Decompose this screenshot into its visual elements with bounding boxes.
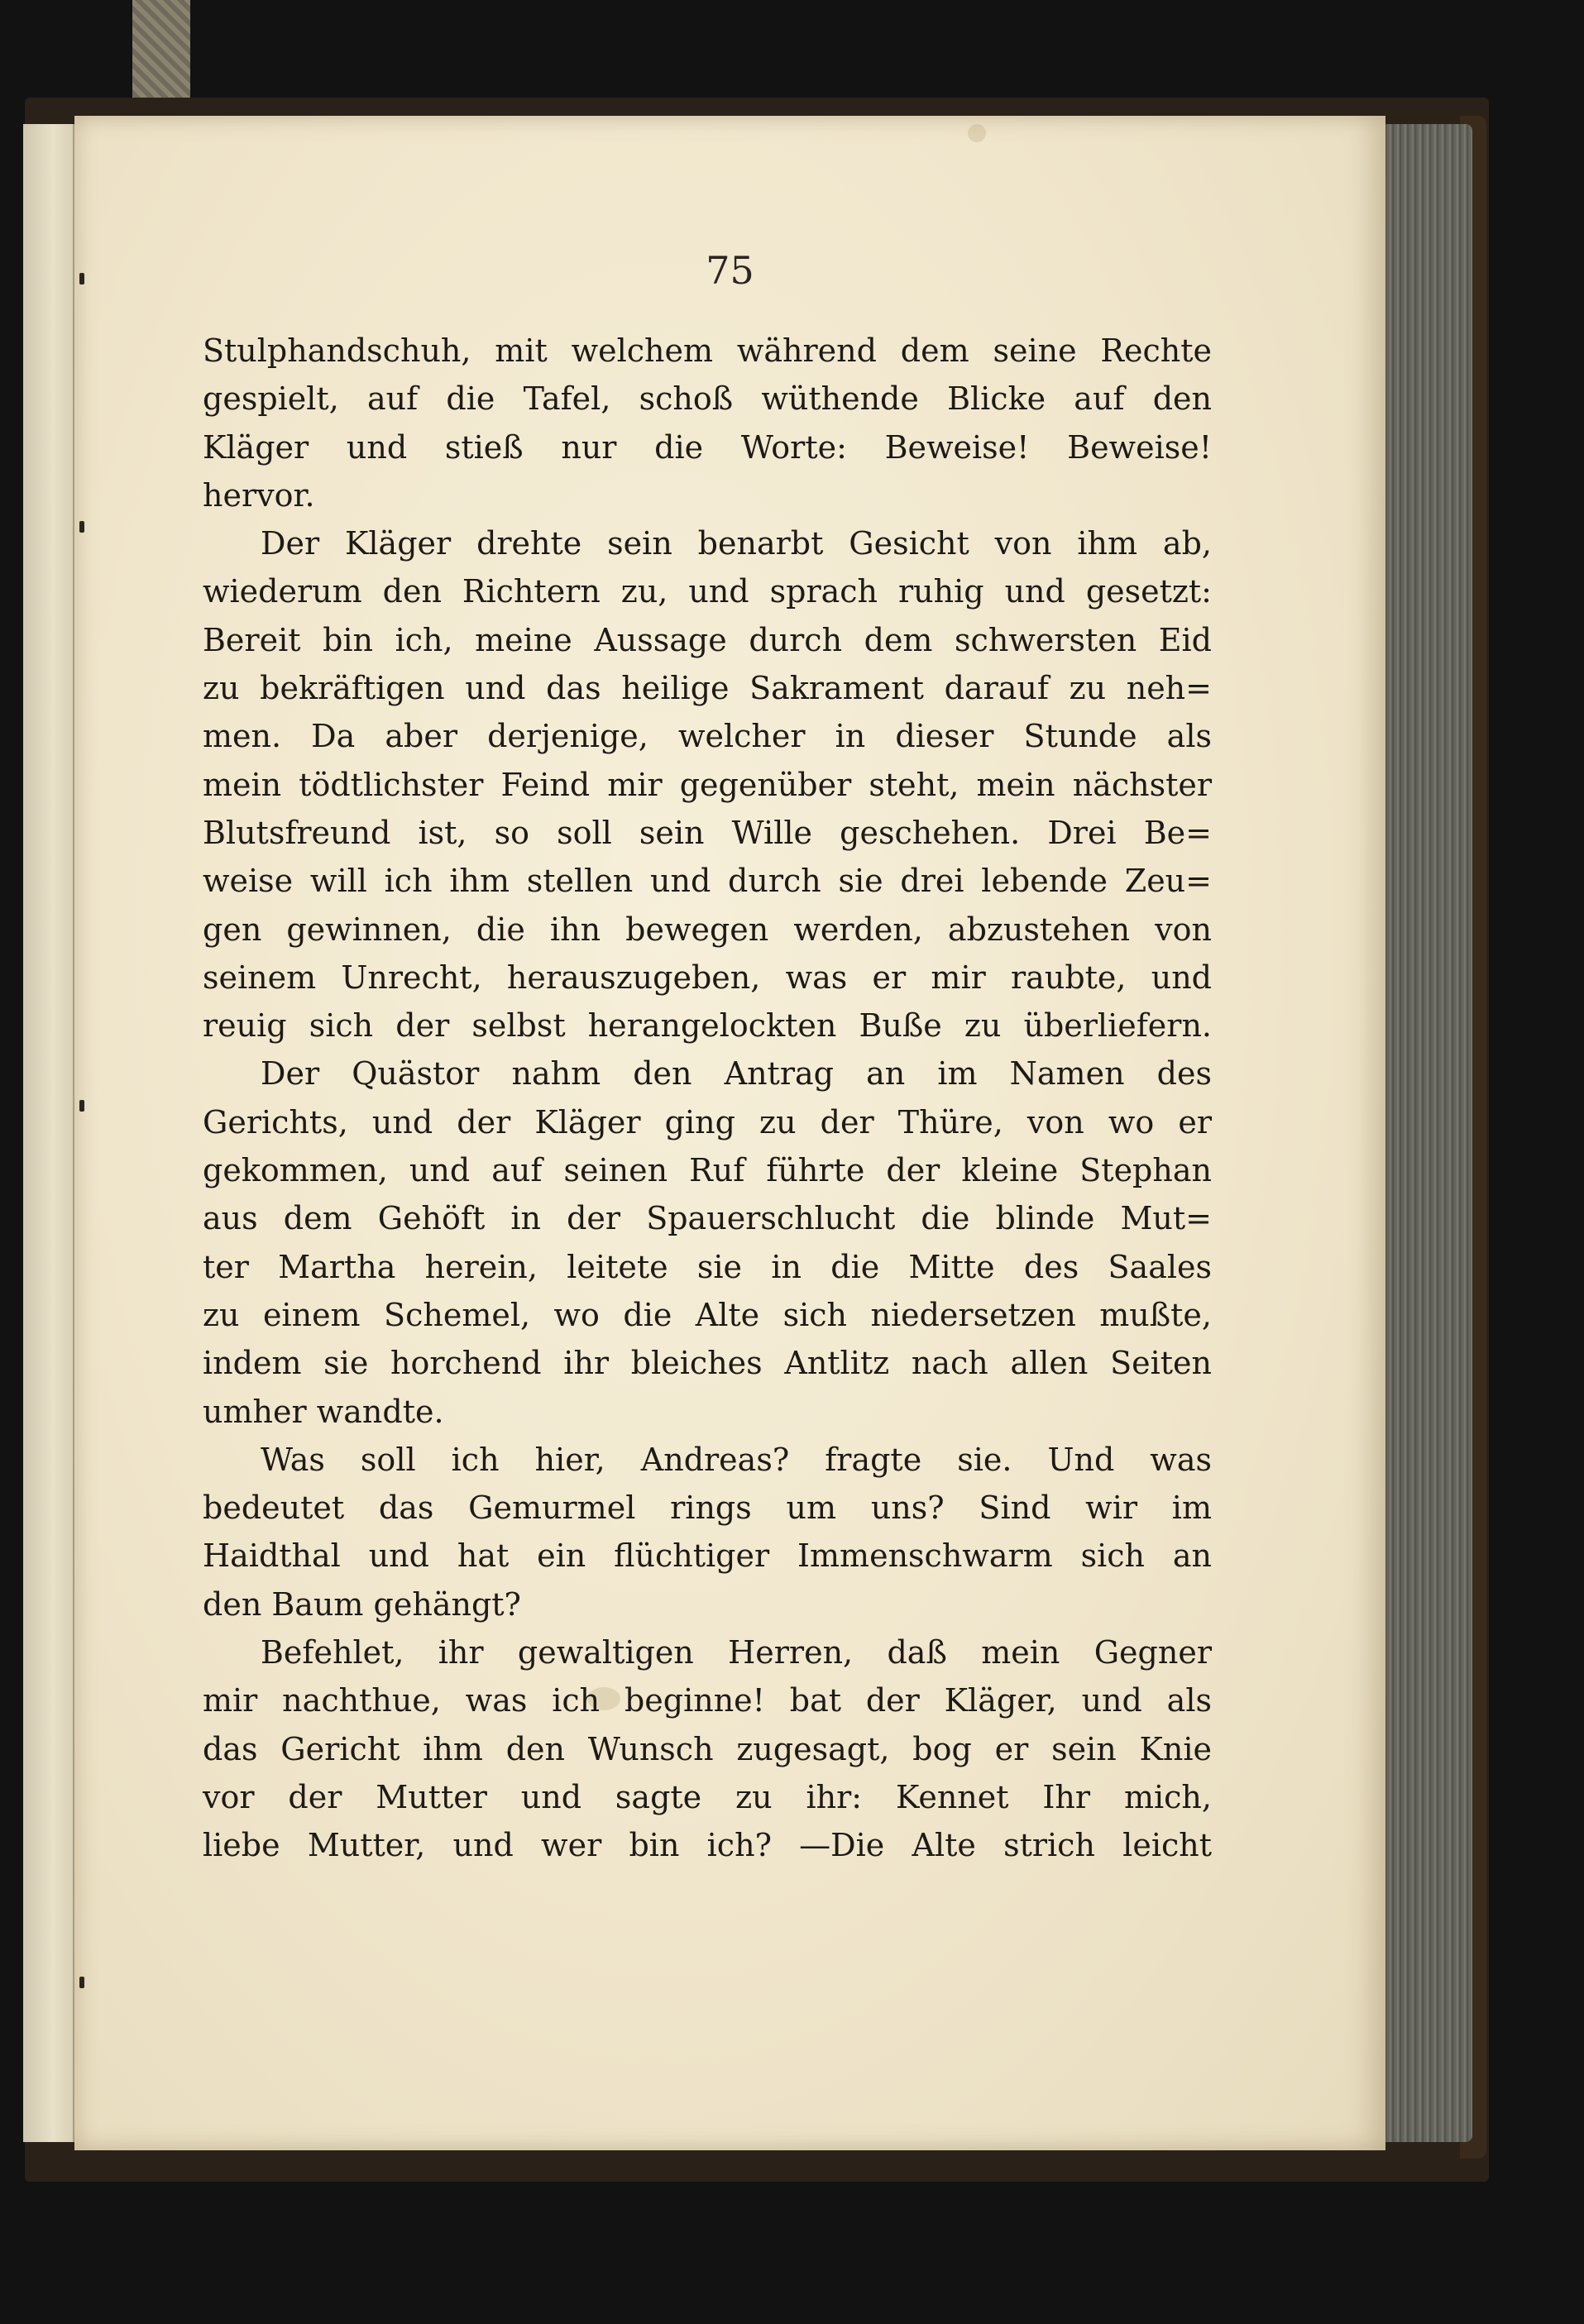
margin-mark (79, 273, 84, 285)
text-line: Stulphandschuh, mit welchem während dem seine Rechte (203, 332, 1212, 369)
text-line: Kläger und stieß nur die Worte: Beweise! Beweise! (203, 428, 1212, 466)
text-line: Gerichts, und der Kläger ging zu der Thüre, von wo er (203, 1103, 1212, 1140)
text-line: seinem Unrecht, herauszugeben, was er mir raubte, und (203, 959, 1212, 996)
margin-mark (79, 1977, 84, 1988)
text-line: wiederum den Richtern zu, und sprach ruhig und gesetzt: (203, 573, 1212, 610)
text-line: den Baum gehängt? (203, 1585, 521, 1623)
text-line: aus dem Gehöft in der Spauerschlucht die blinde Mut= (203, 1200, 1212, 1237)
text-line: mir nachthue, was ich beginne! bat der Kläger, und als (203, 1682, 1212, 1719)
facing-page-edge (23, 124, 74, 2142)
body-text (203, 327, 1212, 1870)
text-line: das Gericht ihm den Wunsch zugesagt, bog er sein Knie (203, 1730, 1212, 1767)
text-line: Bereit bin ich, meine Aussage durch dem schwersten Eid (203, 621, 1212, 658)
text-line: Haidthal und hat ein flüchtiger Immenschwarm sich an (203, 1537, 1212, 1575)
page-number: 75 (706, 248, 754, 293)
text-line: Was soll ich hier, Andreas? fragte sie. Und was (261, 1441, 1212, 1478)
page-stack (1373, 124, 1472, 2142)
text-line: bedeutet das Gemurmel rings um uns? Sind wir im (203, 1490, 1212, 1527)
text-line: mein tödtlichster Feind mir gegenüber steht, mein nächster (203, 766, 1212, 803)
text-line: gespielt, auf die Tafel, schoß wüthende Blicke auf den (203, 380, 1212, 418)
text-line: liebe Mutter, und wer bin ich? —Die Alte strich leicht (203, 1827, 1212, 1864)
text-line: Der Kläger drehte sein benarbt Gesicht von ihm ab, (261, 525, 1212, 562)
text-line: gen gewinnen, die ihn bewegen werden, abzustehen von (203, 911, 1212, 948)
margin-mark (79, 1100, 84, 1112)
text-line: ter Martha herein, leitete sie in die Mitte des Saales (203, 1248, 1212, 1285)
text-line: Der Quästor nahm den Antrag an im Namen des (261, 1055, 1212, 1093)
margin-mark (79, 521, 84, 533)
text-line: reuig sich der selbst herangelockten Buße zu überliefern. (203, 1007, 1212, 1045)
text-line: gekommen, und auf seinen Ruf führte der kleine Stephan (203, 1152, 1212, 1189)
text-line: Befehlet, ihr gewaltigen Herren, daß mein Gegner (261, 1634, 1212, 1671)
text-line: hervor. (203, 476, 315, 514)
text-line: men. Da aber derjenige, welcher in dieser Stunde als (203, 718, 1212, 755)
text-line: umher wandte. (203, 1393, 444, 1430)
text-line: zu bekräftigen und das heilige Sakrament darauf zu neh= (203, 670, 1212, 707)
text-line: indem sie horchend ihr bleiches Antlitz nach allen Seiten (203, 1345, 1212, 1382)
book-page (74, 116, 1385, 2150)
text-line: weise will ich ihm stellen und durch sie drei lebende Zeu= (203, 863, 1212, 900)
text-line: Blutsfreund ist, so soll sein Wille geschehen. Drei Be= (203, 814, 1212, 851)
foxing-stain (968, 124, 986, 142)
text-line: vor der Mutter und sagte zu ihr: Kennet Ihr mich, (203, 1778, 1212, 1815)
text-line: zu einem Schemel, wo die Alte sich niedersetzen mußte, (203, 1296, 1212, 1333)
